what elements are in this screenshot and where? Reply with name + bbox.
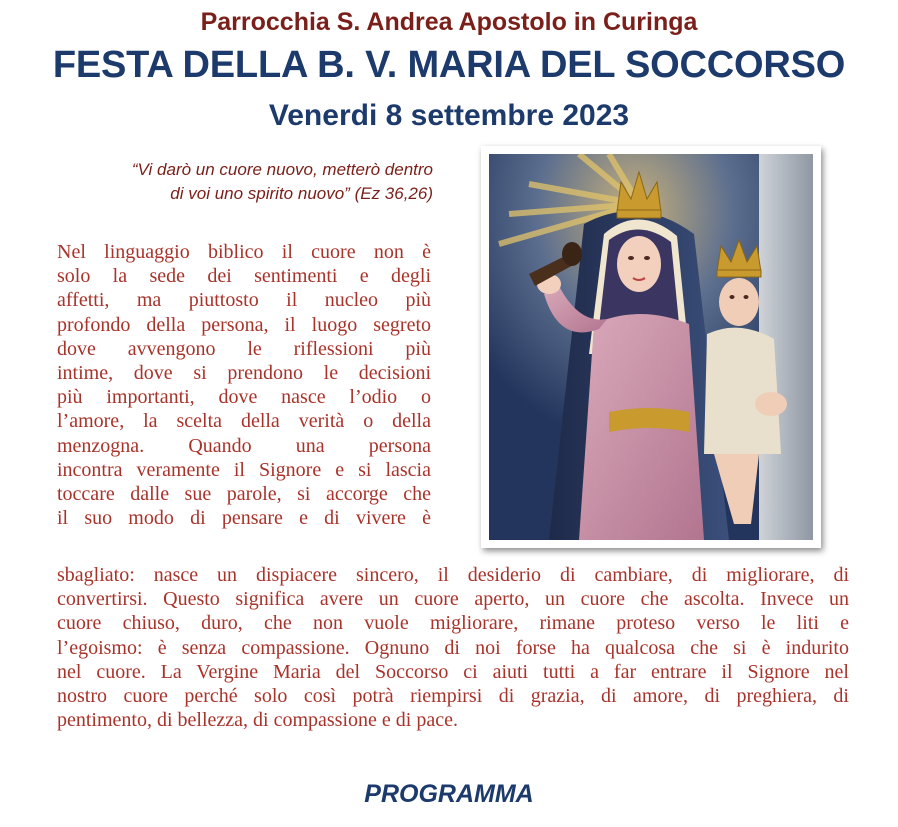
madonna-photo-frame [481, 146, 821, 548]
parish-name: Parrocchia S. Andrea Apostolo in Curinga [200, 8, 698, 36]
body-line: più importanti, dove nasce l’odio o [57, 386, 431, 409]
body-line: pentimento, di bellezza, di compassione e di pace. [57, 709, 458, 732]
program-heading: PROGRAMMA [364, 780, 534, 808]
body-line: nostro cuore perché solo così potrà riempirsi di grazia, di amore, di preghiera, di [57, 684, 849, 707]
body-line: profondo della persona, il luogo segreto [57, 313, 431, 336]
body-line: affetti, ma piuttosto il nucleo più [57, 289, 431, 312]
madonna-statue-illustration [489, 154, 813, 540]
body-line: incontra veramente il Signore e si lascia [57, 458, 431, 481]
quote-line-1: “Vi darò un cuore nuovo, metterò dentro [131, 160, 433, 179]
quote-line-2: di voi uno spirito nuovo” (Ez 36,26) [170, 184, 433, 203]
body-line: sbagliato: nasce un dispiacere sincero, il desiderio di cambiare, di migliorare, di [57, 564, 849, 586]
feast-title: FESTA DELLA B. V. MARIA DEL SOCCORSO [52, 44, 846, 86]
body-line: l’amore, la scelta della verità o della [57, 410, 431, 433]
body-line: il suo modo di pensare e di vivere è [57, 507, 431, 530]
scripture-quote [40, 158, 433, 206]
body-line: toccare dalle sue parole, si accorge che [57, 482, 431, 505]
body-line: intime, dove si prendono le decisioni [57, 361, 431, 384]
body-line: solo la sede dei sentimenti e degli [57, 265, 431, 288]
feast-date: Venerdi 8 settembre 2023 [268, 99, 630, 132]
body-text-column [57, 240, 431, 530]
madonna-photo [489, 154, 813, 540]
body-text-full [57, 563, 849, 732]
body-line: convertirsi. Questo significa avere un cuore aperto, un cuore che ascolta. Invece un [57, 588, 849, 611]
body-line: nel cuore. La Vergine Maria del Soccorso ci aiuti tutti a far entrare il Signore nel [57, 660, 849, 683]
body-line: dove avvengono le riflessioni più [57, 337, 431, 360]
body-line: menzogna. Quando una persona [57, 434, 431, 457]
body-line: Nel linguaggio biblico il cuore non è [57, 241, 431, 263]
body-line: l’egoismo: è senza compassione. Ognuno di noi forse ha qualcosa che si è indurito [57, 636, 849, 659]
body-line: cuore chiuso, duro, che non vuole migliorare, rimane proteso verso le liti e [57, 612, 849, 635]
